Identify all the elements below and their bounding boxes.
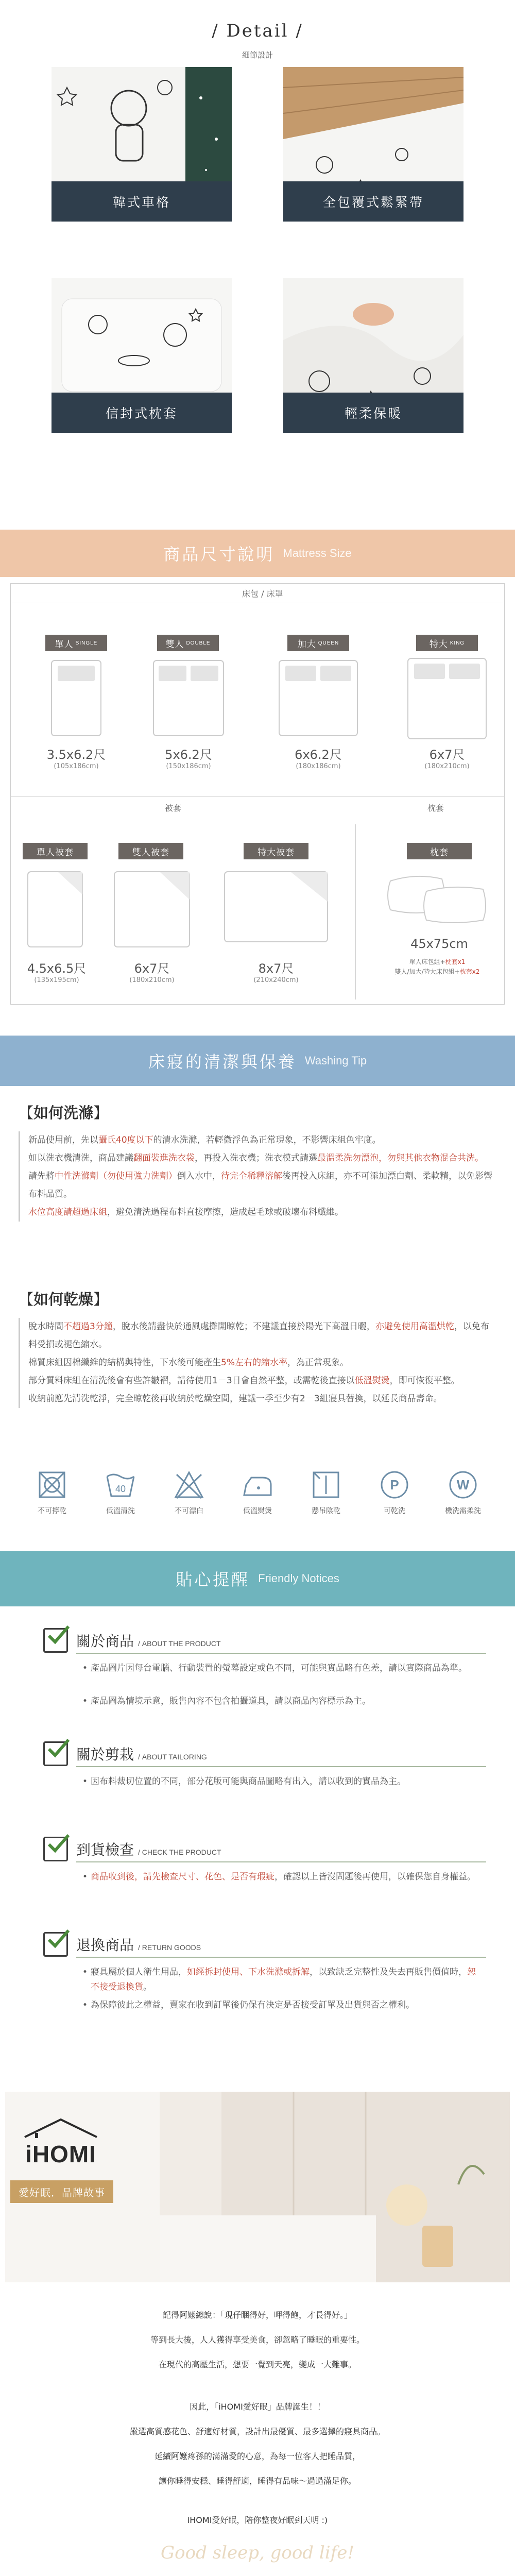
story-line-8: iHOMI愛好眠，陪你整夜好眠到天明 :) xyxy=(187,2515,328,2525)
king-quilt-dimension: 8x7尺 xyxy=(258,961,294,976)
iron-icon xyxy=(242,1469,273,1500)
care-no-wring: 不可擰乾 xyxy=(31,1469,73,1516)
double-quilt-icon xyxy=(113,871,191,948)
single-quilt-icon xyxy=(27,871,83,948)
story-line-7: 讓你睡得安穩、睡得舒適，睡得有品味～過過滿足你。 xyxy=(158,2476,356,2486)
checkbox-icon xyxy=(43,1741,68,1766)
notice-bullet: • 為保障彼此之權益，賣家在收到訂單後仍保有決定是否接受訂單及出貨與否之權利。 xyxy=(82,1998,484,2013)
care-low-temp-iron: 低溫熨燙 xyxy=(236,1469,279,1516)
tag-single-quilt: 單人被套 xyxy=(23,843,88,859)
pillowcase-icon xyxy=(385,871,493,927)
notice-underline xyxy=(76,1957,486,1958)
notice-title: 關於商品 / ABOUT THE PRODUCT xyxy=(76,1633,221,1650)
notice-about-product xyxy=(43,1628,486,1710)
detail-title: / Detail / xyxy=(212,21,303,41)
friendly-notices-title: 貼心提醒 xyxy=(176,1570,250,1589)
notice-bullet: • 寢具屬於個人衛生用品，如經拆封使用、下水洗滌或拆解，以致缺乏完整性及失去再販售價值時，恕不接受退換貨。 xyxy=(82,1965,484,1995)
care-no-bleach: 不可漂白 xyxy=(168,1469,210,1516)
double-quilt-dimension-cm: (180x210cm) xyxy=(129,976,175,984)
quilt-header-label: 被套 xyxy=(165,803,182,813)
svg-text:P: P xyxy=(390,1477,399,1493)
no-wring-icon xyxy=(37,1469,67,1500)
dry-instructions xyxy=(19,1318,496,1408)
care-low-temp-wash: 40 低溫清洗 xyxy=(99,1469,142,1516)
king-quilt-icon xyxy=(224,871,329,943)
tag-queen: 加大 QUEEN xyxy=(287,635,349,651)
king-dimension: 6x7尺 xyxy=(429,748,465,762)
no-bleach-icon xyxy=(174,1469,204,1500)
story-line-4: 因此，「iHOMI愛好眠」品牌誕生！！ xyxy=(190,2402,325,2412)
friendly-notices-banner xyxy=(0,1551,515,1606)
care-gentle-machine-wash: W 機洗需柔洗 xyxy=(442,1469,484,1516)
house-roof-icon xyxy=(23,2117,99,2138)
washing-tip-subtitle: Washing Tip xyxy=(304,1054,367,1067)
single-bed-icon xyxy=(50,659,102,737)
notice-return-goods xyxy=(43,1932,486,2035)
single-dimension: 3.5x6.2尺 xyxy=(46,748,106,762)
tag-king: 特大 KING xyxy=(416,635,478,651)
wash-para-4: 水位高度請超過床組，避免清洗過程布料直接摩擦，造成起毛球或破壞布料纖維。 xyxy=(28,1207,344,1217)
photo-korean-stitching xyxy=(52,67,232,222)
story-line-6: 延續阿嬤疼孫的滿滿愛的心意，為每一位客人把睡品質， xyxy=(154,2451,360,2461)
notice-bullet: • 產品圖為情境示意，販售內容不包含拍攝道具，請以商品內容標示為主。 xyxy=(82,1694,484,1709)
dry-para-2: 棉質床組因棉纖維的結構與特性，下水後可能產生5%左右的縮水率，為正常現象。 xyxy=(28,1358,349,1368)
how-to-dry-heading: 【如何乾燥】 xyxy=(19,1291,109,1308)
photo-elastic-band xyxy=(283,67,464,222)
photo-envelope-pillowcase xyxy=(52,278,232,433)
brand-logo xyxy=(23,2117,99,2168)
notice-underline xyxy=(76,1653,486,1654)
brand-name: iHOMI xyxy=(25,2141,96,2167)
double-bed-icon xyxy=(152,659,225,737)
notice-bullet: • 商品收到後，請先檢查尺寸、花色、是否有瑕疵，確認以上皆沒問題後再使用，以確保您自身權益。 xyxy=(82,1870,484,1885)
story-line-2: 等到長大後，人人獲得享受美食，卻忽略了睡眠的重要性。 xyxy=(150,2335,365,2345)
notice-bullet: • 產品圖片因每台電腦、行動裝置的螢幕設定或色不同，可能與實品略有色差，請以實際商品為準。 xyxy=(82,1661,484,1676)
notice-underline xyxy=(76,1861,486,1862)
photo-light-warm xyxy=(283,278,464,433)
brand-slogan-script: Good sleep, good life! xyxy=(160,2543,354,2563)
brand-story-badge: 愛好眠．品牌故事 xyxy=(10,2180,113,2203)
how-to-wash-heading: 【如何洗滌】 xyxy=(19,1104,109,1122)
notice-title: 關於剪栽 / ABOUT TAILORING xyxy=(76,1746,207,1763)
king-dimension-cm: (180x210cm) xyxy=(424,762,470,770)
notice-title: 退換商品 / RETURN GOODS xyxy=(76,1937,201,1954)
tag-double: 雙人 DOUBLE xyxy=(157,635,219,651)
bed-header-label: 床包 / 床罩 xyxy=(242,589,283,599)
notice-title: 到貨檢查 / CHECK THE PRODUCT xyxy=(76,1841,221,1858)
pillowcase-dimension: 45x75cm xyxy=(410,937,468,951)
care-hang-dry: 懸吊陰乾 xyxy=(305,1469,347,1516)
caption-light-warm: 輕柔保暖 xyxy=(283,393,464,433)
dry-para-1: 脫水時間不超過3分鐘，脫水後請盡快於通風處攤開晾乾；不建議直接於陽光下高溫日曬，亦避免使用高溫烘乾，以免布料受損或褪色縮水。 xyxy=(28,1321,489,1350)
double-dimension: 5x6.2尺 xyxy=(165,748,212,762)
washing-tip-title: 床寢的清潔與保養 xyxy=(148,1052,297,1072)
hang-dry-icon xyxy=(311,1469,341,1500)
washing-tip-banner xyxy=(0,1036,515,1086)
single-quilt-dimension-cm: (135x195cm) xyxy=(34,976,79,984)
svg-text:W: W xyxy=(456,1477,470,1493)
story-line-1: 記得阿嬤總說：「現仔睏得好，呷得飽，才長得好。」 xyxy=(162,2310,352,2320)
svg-text:40: 40 xyxy=(115,1484,126,1494)
caption-envelope-pillowcase: 信封式枕套 xyxy=(52,393,232,433)
checkbox-icon xyxy=(43,1932,68,1957)
king-quilt-dimension-cm: (210x240cm) xyxy=(253,976,299,984)
caption-korean-stitching: 韓式車格 xyxy=(52,181,232,222)
wash-instructions xyxy=(19,1131,496,1222)
notice-bullet: • 因布料裁切位置的不同，部分花版可能與商品圖略有出入，請以收到的實品為主。 xyxy=(82,1774,484,1789)
tag-king-quilt: 特大被套 xyxy=(244,843,308,859)
mattress-size-title: 商品尺寸說明 xyxy=(163,545,275,564)
pillow-header-label: 枕套 xyxy=(427,803,444,813)
queen-dimension: 6x6.2尺 xyxy=(295,748,342,762)
wash-para-3: 請先將中性洗滌劑（勿使用強力洗劑）倒入水中，待完全稀釋溶解後再投入床組，亦不可添加漂白劑、柔軟精，以免影響布料品質。 xyxy=(28,1171,492,1199)
caption-elastic-band: 全包覆式鬆緊帶 xyxy=(283,181,464,222)
story-line-3: 在現代的高壓生活，想要一覺到天亮，變成一大難事。 xyxy=(158,2360,356,2369)
king-bed-icon xyxy=(407,657,487,740)
notice-underline xyxy=(76,1766,486,1767)
quilt-pillow-divider xyxy=(355,824,356,999)
tag-single: 單人 SINGLE xyxy=(45,635,107,651)
dry-para-4: 收納前應先清洗乾淨，完全晾乾後再收納於乾燥空間，建議一季至少有2－3組寢具替換，以延長商品壽命。 xyxy=(28,1394,442,1404)
care-dry-clean: P 可乾洗 xyxy=(373,1469,416,1516)
mattress-size-banner xyxy=(0,530,515,577)
wash-40-icon xyxy=(105,1469,136,1500)
tag-double-quilt: 雙人被套 xyxy=(118,843,183,859)
wet-clean-w-icon xyxy=(448,1469,478,1500)
detail-subtitle: 細節設計 xyxy=(242,50,273,60)
dry-para-3: 部分質料床組在清洗後會有些許皺褶，請待使用1－3日會自然平整，或需乾後直接以低溫熨燙，即可恢復平整。 xyxy=(28,1376,460,1386)
queen-dimension-cm: (180x186cm) xyxy=(296,762,341,770)
tag-pillowcase: 枕套 xyxy=(407,843,472,859)
single-quilt-dimension: 4.5x6.5尺 xyxy=(27,961,87,976)
pillowcase-note: 單人床包組+枕套x1 雙人/加大/特大床包組+枕套x2 xyxy=(394,958,480,975)
double-dimension-cm: (150x186cm) xyxy=(166,762,211,770)
double-quilt-dimension: 6x7尺 xyxy=(134,961,170,976)
mattress-size-subtitle: Mattress Size xyxy=(283,547,352,560)
single-dimension-cm: (105x186cm) xyxy=(54,762,99,770)
wash-para-1: 新品使用前，先以攝氏40度以下的清水洗滌，若輕微浮色為正常現象，不影響床組色牢度。 xyxy=(28,1135,381,1145)
notice-about-tailoring xyxy=(43,1741,486,1808)
friendly-notices-subtitle: Friendly Notices xyxy=(258,1572,339,1585)
checkbox-icon xyxy=(43,1837,68,1861)
dry-clean-p-icon xyxy=(379,1469,410,1500)
queen-bed-icon xyxy=(278,659,358,737)
story-line-5: 嚴選高質感花色、舒適好材質，設計出最優質、最多選擇的寢具商品。 xyxy=(129,2427,385,2436)
checkbox-icon xyxy=(43,1628,68,1653)
wash-para-2: 如以洗衣機清洗，商品建議翻面裝進洗衣袋，再投入洗衣機；洗衣模式請選最溫柔洗勿漂泡，勿與其他衣物混合共洗。 xyxy=(28,1153,484,1163)
notice-check-product xyxy=(43,1837,486,1904)
